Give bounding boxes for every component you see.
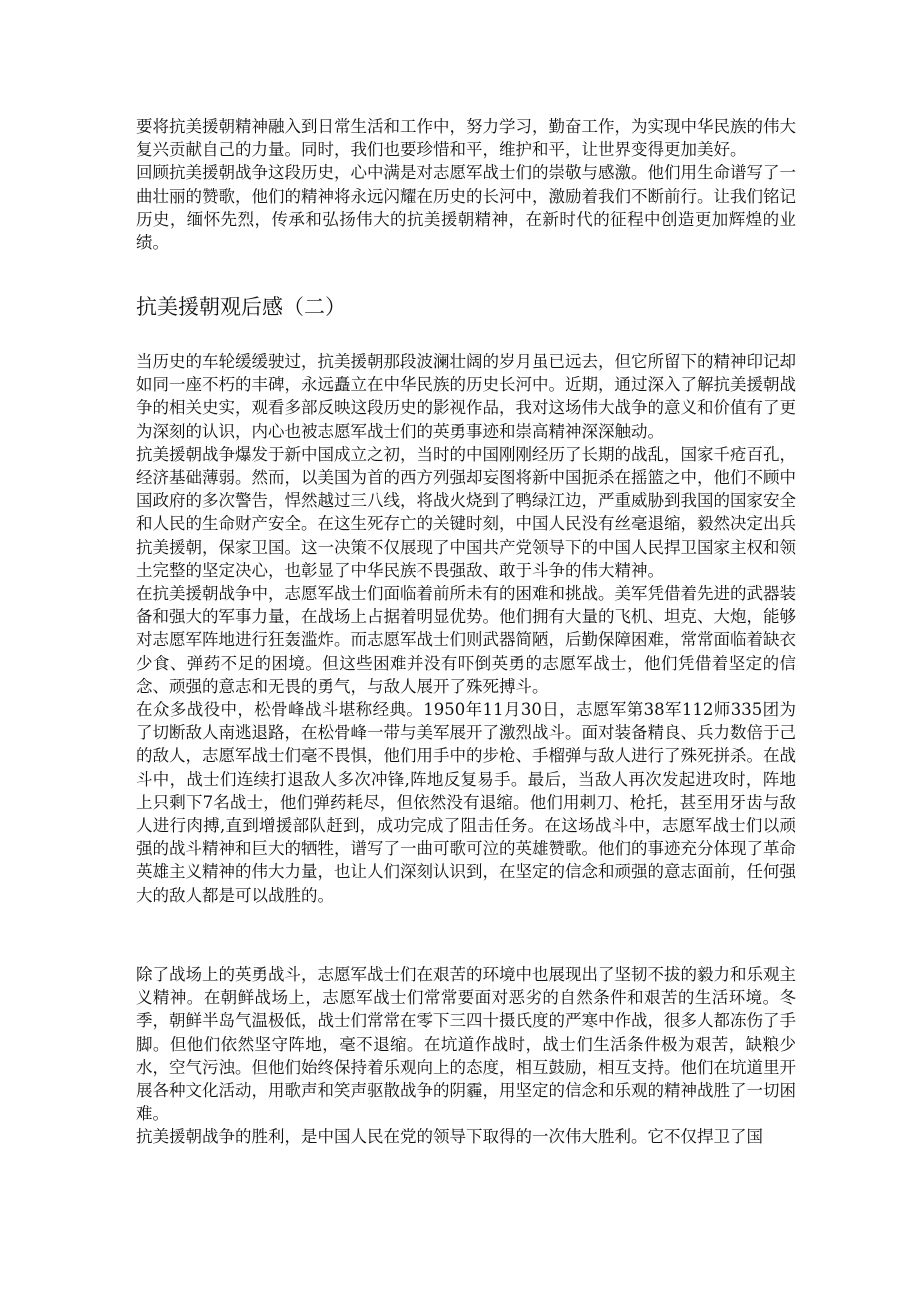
- closing-text-block: [136, 963, 796, 1149]
- paragraph: 回顾抗美援朝战争这段历史，心中满是对志愿军战士们的崇敬与感激。他们用生命谱写了一曲壮丽的赞歌，他们的精神将永远闪耀在历史的长河中，激励着我们不断前行。让我们铭记历史，缅怀先烈，传承和弘扬伟大的抗美援朝精神，在新时代的征程中创造更加辉煌的业绩。: [136, 163, 796, 253]
- paragraph: 抗美援朝战争爆发于新中国成立之初，当时的中国刚刚经历了长期的战乱，国家千疮百孔，经济基础薄弱。然而，以美国为首的西方列强却妄图将新中国扼杀在摇篮之中，他们不顾中国政府的多次警告，悍然越过三八线，将战火烧到了鸭绿江边，严重威胁到我国的国家安全和人民的生命财产安全。在这生死存亡的关键时刻，中国人民没有丝毫退缩，毅然决定出兵抗美援朝，保家卫国。这一决策不仅展现了中国共产党领导下的中国人民捍卫国家主权和领土完整的坚定决心，也彰显了中华民族不畏强敌、敢于斗争的伟大精神。: [136, 444, 796, 580]
- paragraph: 当历史的车轮缓缓驶过，抗美援朝那段波澜壮阔的岁月虽已远去，但它所留下的精神印记却如同一座不朽的丰碑，永远矗立在中华民族的历史长河中。近期，通过深入了解抗美援朝战争的相关史实，观看多部反映这段历史的影视作品，我对这场伟大战争的意义和价值有了更为深刻的认识，内心也被志愿军战士们的英勇事迹和崇高精神深深触动。: [136, 352, 796, 441]
- paragraph: 在抗美援朝战争中，志愿军战士们面临着前所未有的困难和挑战。美军凭借着先进的武器装备和强大的军事力量，在战场上占据着明显优势。他们拥有大量的飞机、坦克、大炮，能够对志愿军阵地进行狂轰滥炸。而志愿军战士们则武器简陋，后勤保障困难，常常面临着缺衣少食、弹药不足的困境。但这些困难并没有吓倒英勇的志愿军战士，他们凭借着坚定的信念、顽强的意志和无畏的勇气，与敌人展开了殊死搏斗。: [136, 584, 796, 696]
- section-text-block: [136, 350, 796, 907]
- section-title: 抗美援朝观后感（二）: [136, 295, 346, 319]
- intro-text-block: [136, 115, 796, 254]
- paragraph: 在众多战役中，松骨峰战斗堪称经典。1950年11月30日，志愿军第38军112师335团为了切断敌人南逃退路，在松骨峰一带与美军展开了激烈战斗。面对装备精良、兵力数倍于己的敌人，志愿军战士们毫不畏惧，他们用手中的步枪、手榴弹与敌人进行了殊死拼杀。在战斗中，战士们连续打退敌人多次冲锋,阵地反复易手。最后，当敌人再次发起进攻时，阵地上只剩下7名战士，他们弹药耗尽，但依然没有退缩。他们用刺刀、枪托，甚至用牙齿与敌人进行肉搏,直到增援部队赶到，成功完成了阻击任务。在这场战斗中，志愿军战士们以顽强的战斗精神和巨大的牺牲，谱写了一曲可歌可泣的英雄赞歌。他们的事迹充分体现了革命英雄主义精神的伟大力量，也让人们深刻认识到，在坚定的信念和顽强的意志面前，任何强大的敌人都是可以战胜的。: [136, 700, 796, 905]
- paragraph: 抗美援朝战争的胜利，是中国人民在党的领导下取得的一次伟大胜利。它不仅捍卫了国: [136, 1127, 763, 1147]
- paragraph: 要将抗美援朝精神融入到日常生活和工作中，努力学习，勤奋工作，为实现中华民族的伟大复兴贡献自己的力量。同时，我们也要珍惜和平，维护和平，让世界变得更加美好。: [136, 117, 796, 160]
- paragraph: 除了战场上的英勇战斗，志愿军战士们在艰苦的环境中也展现出了坚韧不拔的毅力和乐观主义精神。在朝鲜战场上，志愿军战士们常常要面对恶劣的自然条件和艰苦的生活环境。冬季，朝鲜半岛气温极低，战士们常常在零下三四十摄氏度的严寒中作战，很多人都冻伤了手脚。但他们依然坚守阵地，毫不退缩。在坑道作战时，战士们生活条件极为艰苦，缺粮少水，空气污浊。但他们始终保持着乐观向上的态度，相互鼓励，相互支持。他们在坑道里开展各种文化活动，用歌声和笑声驱散战争的阴霾，用坚定的信念和乐观的精神战胜了一切困难。: [136, 965, 796, 1124]
